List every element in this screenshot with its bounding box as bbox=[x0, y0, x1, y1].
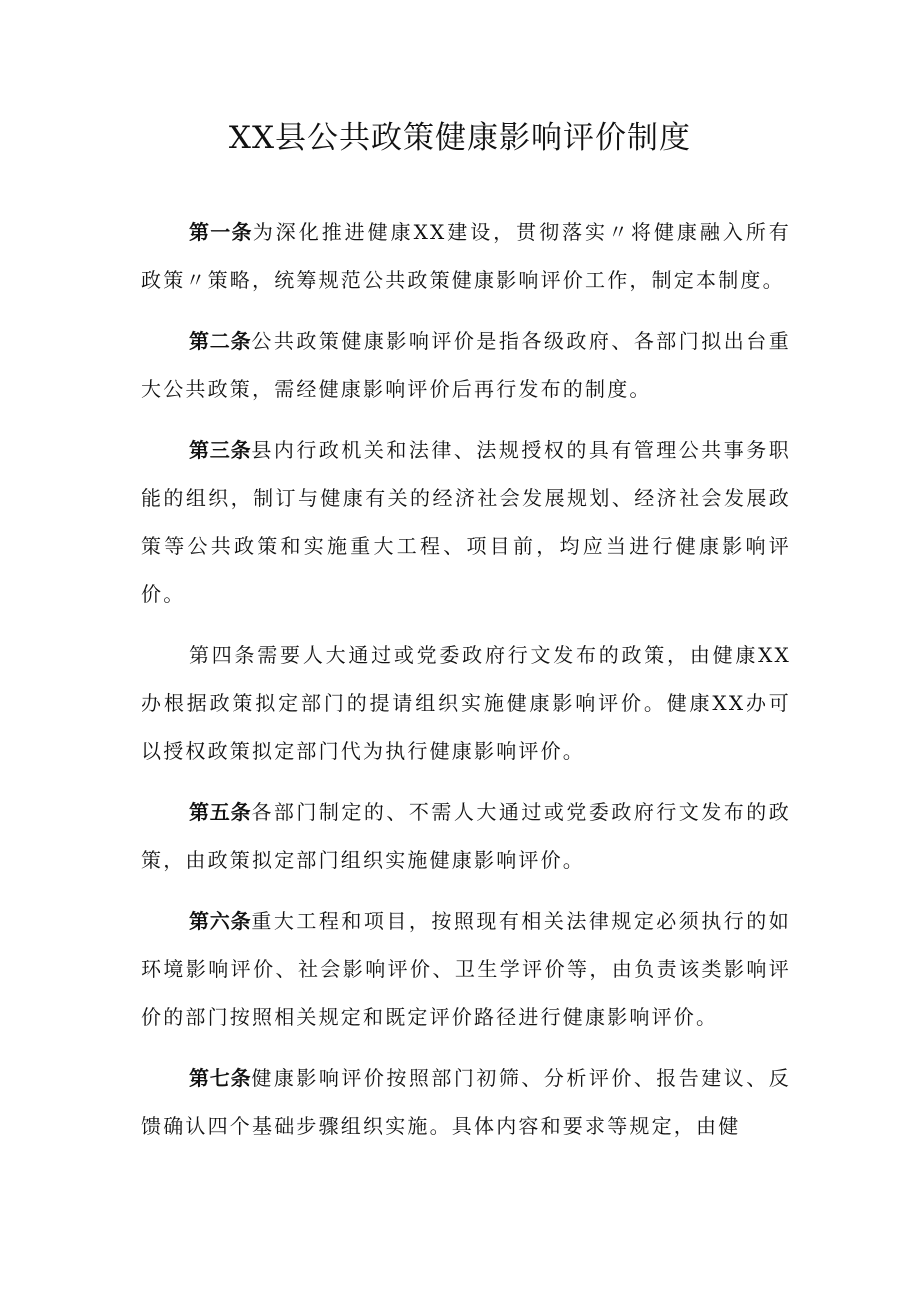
article-number: 第七条 bbox=[189, 1066, 252, 1090]
article-text: 各部门制定的、不需人大通过或党委政府行文发布的政策，由政策拟定部门组织实施健康影响评价。 bbox=[141, 800, 791, 872]
article-6 bbox=[141, 897, 791, 1041]
document-title: XX县公共政策健康影响评价制度 bbox=[228, 120, 692, 156]
article-number: 第二条 bbox=[189, 329, 252, 353]
article-number: 第五条 bbox=[189, 800, 252, 824]
article-7 bbox=[141, 1054, 791, 1150]
article-number: 第三条 bbox=[189, 438, 252, 462]
article-number: 第一条 bbox=[189, 220, 253, 244]
article-number: 第六条 bbox=[189, 909, 252, 933]
article-text: 县内行政机关和法律、法规授权的具有管理公共事务职能的组织，制订与健康有关的经济社会发展规划、经济社会发展政策等公共政策和实施重大工程、项目前，均应当进行健康影响评价。 bbox=[141, 438, 791, 606]
article-text: 公共政策健康影响评价是指各级政府、各部门拟出台重大公共政策，需经健康影响评价后再行发布的制度。 bbox=[141, 329, 791, 401]
article-4 bbox=[141, 631, 791, 775]
article-3 bbox=[141, 426, 791, 618]
article-text: 为深化推进健康XX建设，贯彻落实〃将健康融入所有政策〃策略，统筹规范公共政策健康影响评价工作，制定本制度。 bbox=[141, 220, 792, 292]
article-text: 需要人大通过或党委政府行文发布的政策，由健康XX办根据政策拟定部门的提请组织实施健康影响评价。健康XX办可以授权政策拟定部门代为执行健康影响评价。 bbox=[141, 643, 791, 763]
article-5 bbox=[141, 788, 791, 884]
article-text: 重大工程和项目，按照现有相关法律规定必须执行的如环境影响评价、社会影响评价、卫生学评价等，由负责该类影响评价的部门按照相关规定和既定评价路径进行健康影响评价。 bbox=[141, 909, 791, 1029]
article-1 bbox=[141, 208, 791, 304]
article-2 bbox=[141, 317, 791, 413]
document-body bbox=[141, 208, 791, 1163]
article-text: 健康影响评价按照部门初筛、分析评价、报告建议、反馈确认四个基础步骤组织实施。具体内容和要求等规定，由健 bbox=[141, 1066, 791, 1138]
article-number: 第四条 bbox=[189, 643, 258, 667]
